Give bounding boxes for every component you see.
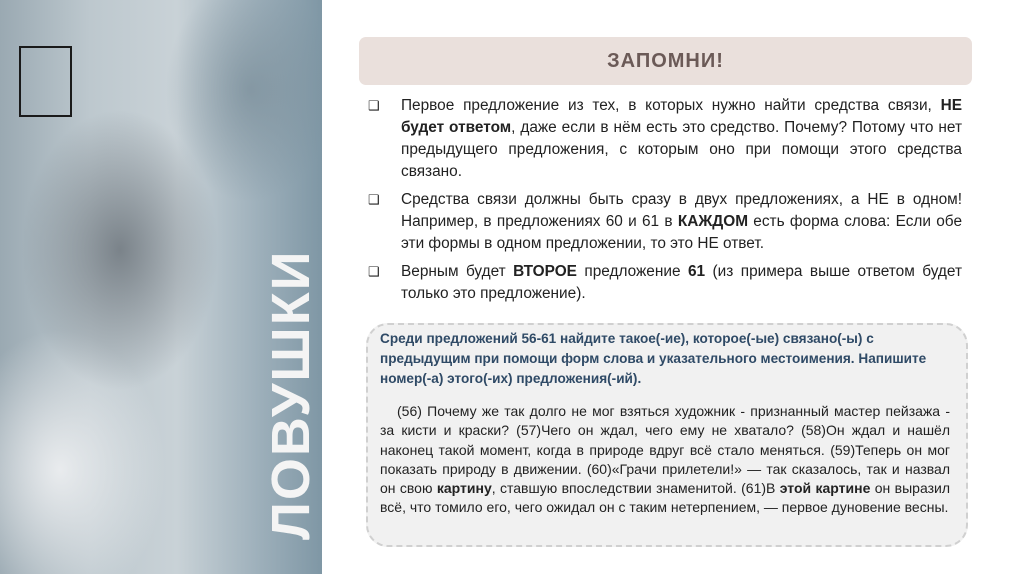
checkbox-bullet-icon: ❑ — [368, 264, 380, 279]
checkbox-bullet-icon: ❑ — [368, 98, 380, 113]
passage-emphasis: картину — [436, 480, 492, 497]
rules-list — [367, 95, 962, 311]
rule-text: Первое предложение из тех, в которых нужно найти средства связи, — [401, 97, 941, 114]
passage-text: (56) Почему же так долго не мог взяться художник - признанный мастер пейзажа - за кисти и краски? (57)Чего он ждал, чего ему не хватало? (58)Он ждал и нашёл наконец такой момент, когда в природе вдруг всё стало меняться. (59)Теперь он мог показать природу в движении. (60)«Грачи прилетели!» — так сказалось, так и назвал он свою — [380, 403, 950, 497]
passage-text: он выразил всё, что томило его, чего ожидал он с таким нетерпением, — первое дуновение весны. — [380, 480, 950, 516]
rule-emphasis: КАЖДОМ — [677, 213, 749, 230]
rule-text: , даже если в нём есть это средство. Почему? Потому что нет предыдущего предложения, с которым оно при помощи этого средства связано. — [401, 119, 962, 180]
rule-emphasis: 61 — [687, 263, 706, 280]
banner-title: ЗАПОМНИ! — [607, 49, 724, 72]
task-question — [380, 329, 955, 389]
rule-text: есть форма слова: Если обе эти формы в одном предложении, то это НЕ ответ. — [401, 213, 962, 252]
rule-text: Верным будет — [401, 263, 514, 280]
rule-text: Средства связи должны быть сразу в двух предложениях, а НЕ в одном! Например, в предложениях 60 и 61 в — [401, 191, 962, 230]
rule-emphasis: НЕ будет ответом — [401, 97, 962, 136]
decorative-frame — [19, 46, 72, 117]
task-passage — [380, 402, 950, 518]
task-question-part: Напишите номер(-а) этого(-их) предложения(-ий). — [380, 351, 927, 386]
rule-text: (из примера выше ответом будет только это предложение). — [401, 263, 962, 302]
checkbox-bullet-icon: ❑ — [368, 192, 380, 207]
rule-item — [367, 189, 962, 255]
side-title: ЛОВУШКИ — [261, 249, 321, 540]
rule-item — [367, 261, 962, 305]
rule-text: предложение — [576, 263, 688, 280]
side-panel — [0, 0, 322, 574]
remember-banner — [359, 37, 972, 85]
passage-text: , ставшую впоследствии знаменитой. (61)В — [491, 480, 780, 497]
rule-emphasis: ВТОРОЕ — [513, 263, 577, 280]
passage-emphasis: этой картине — [779, 480, 871, 497]
task-question-part: слова и указательного местоимения. — [603, 351, 855, 366]
task-question-part: Среди предложений 56-61 найдите такое(-ие), которое(-ые) связано(-ы) с предыдущим при помощи форм — [380, 331, 874, 366]
rule-item — [367, 95, 962, 183]
